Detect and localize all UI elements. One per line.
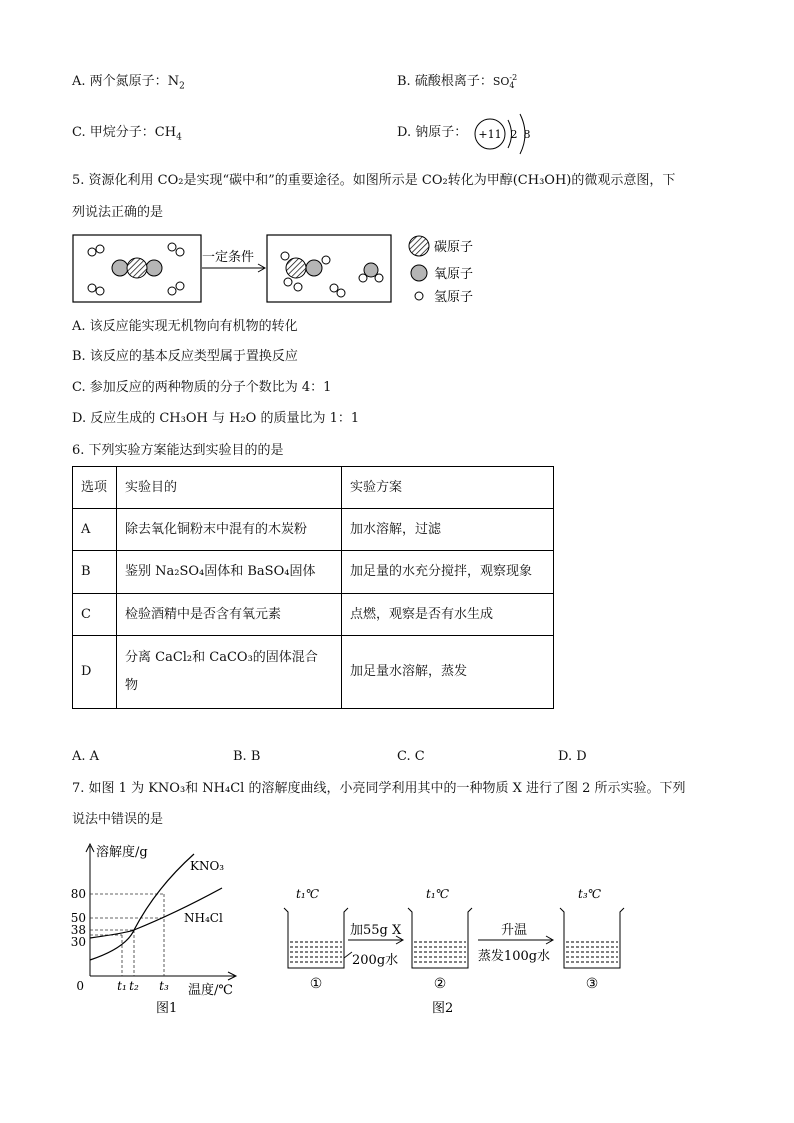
option-text: 甲烷分子： (89, 125, 155, 140)
row-plan: 加足量的水充分搅拌，观察现象 (342, 551, 554, 594)
formula: $N_2$ (167, 74, 185, 92)
q5-option-a: A. 该反应能实现无机物向有机物的转化 (72, 319, 298, 334)
beaker3-temperature: t₃℃ (578, 887, 602, 901)
table-row (73, 594, 554, 636)
step1-label: 加55g X (350, 923, 402, 938)
oxygen-atom-legend-icon (411, 265, 427, 281)
step2-label-top: 升温 (500, 923, 528, 938)
x-axis-label: 温度/℃ (188, 983, 233, 998)
beaker2-temperature: t₁℃ (426, 887, 450, 901)
nh4cl-curve-label: NH₄Cl (184, 911, 223, 925)
formula: $CH_4$ (154, 125, 182, 143)
x-tick-t1: t₁ (117, 979, 127, 993)
beaker1-temperature: t₁℃ (296, 887, 320, 901)
row-plan: 点燃，观察是否有水生成 (342, 594, 554, 636)
y-tick-80: 80 (70, 887, 86, 901)
legend-hydrogen: 氢原子 (434, 290, 474, 305)
x-tick-t2: t₂ (129, 979, 139, 993)
row-goal: 分离 CaCl₂和 CaCO₃的固体混合 物 (117, 636, 342, 709)
leftover-hydrogen-molecule (330, 284, 345, 297)
q4-option-a (72, 73, 185, 96)
table-header-row (73, 467, 554, 509)
option-text: 钠原子： (415, 125, 468, 140)
y-tick-38: 38 (70, 923, 86, 937)
q6-stem: 6. 下列实验方案能达到实验目的的是 (72, 443, 284, 458)
row-option: A (73, 509, 117, 551)
row-option: D (73, 636, 117, 709)
arrow-condition-label: 一定条件 (202, 250, 255, 265)
beaker-2 (408, 908, 472, 968)
beaker-1 (284, 908, 348, 968)
q6-answer-c: C. C (397, 749, 425, 764)
shell-2-electrons: 8 (523, 128, 531, 141)
carbon-atom-legend-icon (409, 236, 429, 256)
option-label: B. (397, 74, 411, 89)
q5-stem-line2: 列说法正确的是 (72, 205, 164, 220)
origin-label: 0 (76, 979, 84, 993)
option-label: C. (72, 125, 86, 140)
legend-carbon: 碳原子 (434, 240, 474, 255)
option-text: 两个氮原子： (89, 74, 168, 89)
option-label: A. (72, 74, 86, 89)
water-label-pointer (344, 952, 352, 958)
marker-3: ③ (585, 976, 599, 992)
co2-to-methanol-microscopic-diagram (72, 230, 492, 306)
q5-stem-line1: 5. 资源化利用 CO₂是实现“碳中和”的重要途径。如图所示是 CO₂转化为甲醇(CH₃OH)的微观示意图，下 (72, 173, 676, 188)
option-text: 硫酸根离子： (414, 74, 493, 89)
product-methanol-molecule (281, 252, 330, 291)
row-goal: 检验酒精中是否含有氧元素 (117, 594, 342, 636)
shell-1-electrons: 2 (510, 128, 518, 141)
guide-lines (90, 894, 164, 976)
table-row (73, 551, 554, 594)
header-goal: 实验目的 (117, 467, 342, 509)
water-label: 200g水 (352, 953, 399, 968)
q5-option-c: C. 参加反应的两种物质的分子个数比为 4：1 (72, 380, 332, 395)
header-option: 选项 (73, 467, 117, 509)
figure1-solubility-curves (66, 838, 256, 1018)
q6-answer-a: A. A (72, 749, 100, 764)
step2-label-bottom: 蒸发100g水 (477, 949, 551, 964)
legend-oxygen: 氧原子 (434, 267, 474, 282)
q7-stem-line2: 说法中错误的是 (72, 812, 164, 827)
reactant-co2-molecule (112, 258, 162, 278)
row-goal: 鉴别 Na₂SO₄固体和 BaSO₄固体 (117, 551, 342, 594)
formula: SO -2 4 (492, 73, 518, 90)
figure2-caption: 图2 (432, 1001, 454, 1016)
y-axis-label: 溶解度/g (96, 845, 148, 860)
table-row (73, 509, 554, 551)
q7-stem-line1: 7. 如图 1 为 KNO₃和 NH₄Cl 的溶解度曲线，小亮同学利用其中的一种物质 X 进行了图 2 所示实验。下列 (72, 781, 686, 796)
sodium-atom-structure-diagram (472, 110, 542, 160)
nucleus-charge: +11 (478, 128, 502, 141)
hydrogen-atom-legend-icon (415, 292, 423, 300)
header-plan: 实验方案 (342, 467, 554, 509)
q6-experiment-table (72, 466, 554, 709)
kno3-curve (90, 854, 194, 960)
row-goal: 除去氧化铜粉末中混有的木炭粉 (117, 509, 342, 551)
figure2-beaker-experiment (278, 882, 638, 1018)
q4-option-d (397, 124, 467, 142)
product-water-molecule (359, 263, 383, 282)
y-tick-30: 30 (70, 935, 86, 949)
q5-option-b: B. 该反应的基本反应类型属于置换反应 (72, 349, 298, 364)
beaker-3 (560, 908, 624, 968)
kno3-curve-label: KNO₃ (190, 859, 225, 873)
q5-option-d: D. 反应生成的 CH₃OH 与 H₂O 的质量比为 1：1 (72, 411, 360, 426)
row-plan: 加足量水溶解，蒸发 (342, 636, 554, 709)
marker-1: ① (309, 976, 323, 992)
option-label: D. (397, 125, 412, 140)
row-plan: 加水溶解，过滤 (342, 509, 554, 551)
q4-option-c (72, 124, 182, 147)
q6-answer-b: B. B (233, 749, 261, 764)
table-row (73, 636, 554, 709)
q4-option-b (397, 73, 517, 91)
row-option: C (73, 594, 117, 636)
marker-2: ② (433, 976, 447, 992)
row-option: B (73, 551, 117, 594)
y-tick-50: 50 (70, 911, 86, 925)
figure1-caption: 图1 (156, 1001, 178, 1016)
q6-answer-d: D. D (558, 749, 587, 764)
x-tick-t3: t₃ (159, 979, 169, 993)
